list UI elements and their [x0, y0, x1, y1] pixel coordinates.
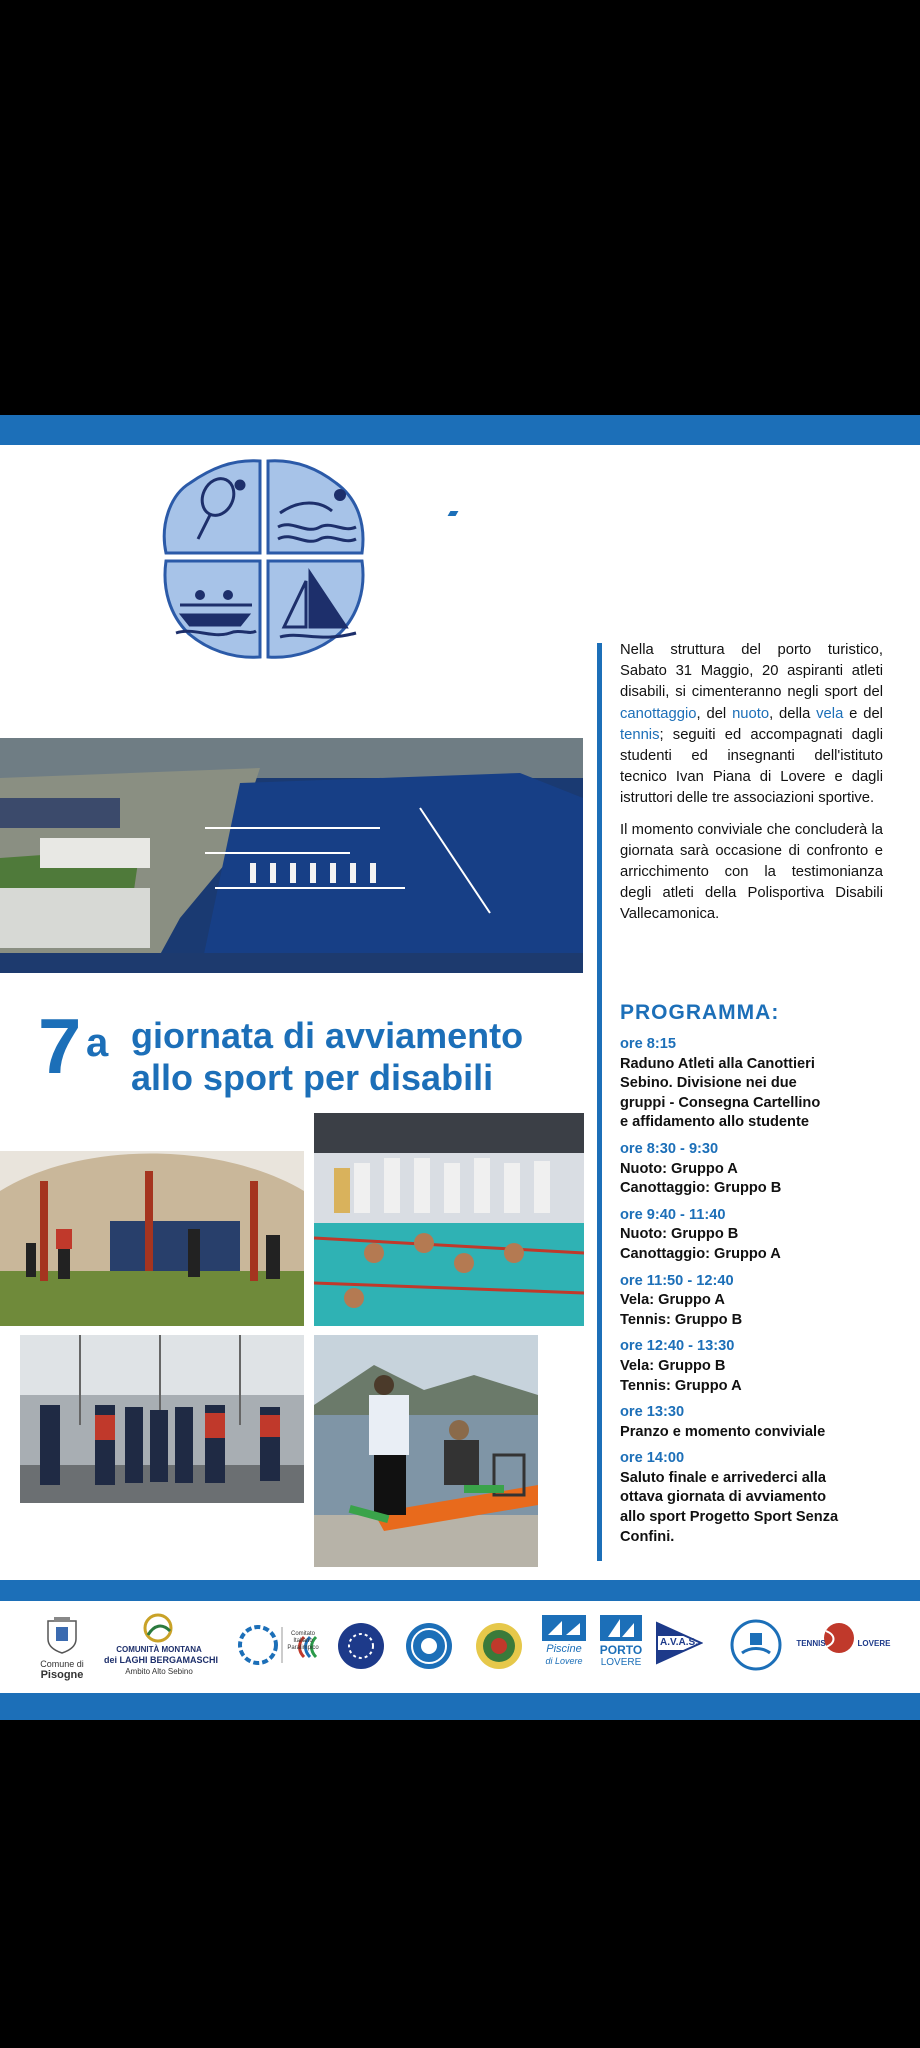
- comunita-line-1: COMUNITÀ MONTANA: [116, 1645, 202, 1654]
- porto-lovere-icon: [600, 1615, 642, 1641]
- program-desc: Pranzo e momento conviviale: [620, 1423, 826, 1440]
- harbor-aerial-photo: [0, 738, 583, 973]
- top-blue-band: [0, 415, 920, 445]
- pisogne-caption: Comune di: [40, 1659, 84, 1669]
- program-time: ore 8:15: [620, 1036, 676, 1052]
- sailing-group-photo: [20, 1335, 304, 1503]
- program-desc: Nuoto: Gruppo B Canottaggio: Gruppo A: [620, 1226, 781, 1262]
- program-item: [620, 1337, 890, 1396]
- tennis-line-2: LOVERE: [857, 1639, 891, 1648]
- decorative-mark: [448, 511, 459, 516]
- text-run: e del: [843, 705, 883, 722]
- piscine-line-1: Piscine: [546, 1643, 582, 1655]
- title-line-2: allo sport per disabili: [131, 1057, 494, 1098]
- porto-line-1: PORTO: [599, 1643, 643, 1657]
- program-time: ore 13:30: [620, 1404, 685, 1421]
- program-item: [620, 1206, 890, 1265]
- program-desc: Raduno Atleti alla Canottieri Sebino. Divisione nei due gruppi - Consegna Cartellino e affidamento allo studente: [620, 1055, 821, 1131]
- program-item: [620, 1272, 890, 1331]
- edition-number: 7: [38, 1002, 82, 1090]
- event-description: [620, 640, 883, 936]
- program-desc: Vela: Gruppo B Tennis: Gruppo A: [620, 1357, 742, 1394]
- description-paragraph-2: Il momento conviviale che concluderà la giornata sarà occasione di confronto e arricchimento con la testimonianza degli atleti della Polisportiva Disabili Vallecamonica.: [620, 821, 883, 923]
- program-time: ore 9:40 - 11:40: [620, 1206, 726, 1223]
- title-line-1: giornata di avviamento: [131, 1015, 524, 1056]
- highlight-tennis: tennis: [620, 726, 660, 743]
- round-badge-4-icon: [730, 1619, 782, 1671]
- event-title: [38, 1002, 578, 1117]
- sponsor-logos: [0, 1601, 920, 1693]
- pisogne-name: Pisogne: [40, 1669, 84, 1681]
- comunita-line-3: Ambito Alto Sebino: [125, 1667, 193, 1676]
- text-run: ; seguiti ed accompagnati dagli studenti ed insegnanti dell'istituto tecnico Ivan Piana di Lovere e dagli istruttori delle tre associazioni sportive.: [620, 726, 883, 807]
- program-list: [620, 1035, 890, 1554]
- program-item: [620, 1403, 890, 1442]
- tennis-line-1: TENNIS: [796, 1639, 826, 1648]
- round-badge-1-icon: [336, 1621, 386, 1671]
- sports-clover-logo: [160, 455, 368, 663]
- program-time: ore 11:50 - 12:40: [620, 1272, 734, 1289]
- text-run: Nella struttura del porto turistico, Sabato 31 Maggio, 20 aspiranti atleti disabili, si cimenteranno negli sport del: [620, 642, 883, 701]
- porto-line-2: LOVERE: [600, 1657, 642, 1668]
- tennis-court-photo: [0, 1151, 304, 1326]
- edition-suffix: a: [86, 1021, 109, 1065]
- program-time: ore 8:30 - 9:30: [620, 1140, 719, 1157]
- piscine-line-2: di Lovere: [545, 1656, 583, 1666]
- program-heading: PROGRAMMA:: [620, 1001, 780, 1024]
- comunita-line-2: dei LAGHI BERGAMASCHI: [104, 1655, 219, 1665]
- text-run: , del: [696, 705, 733, 722]
- program-desc: Nuoto: Gruppo A Canottaggio: Gruppo B: [620, 1160, 782, 1197]
- tennis-ball-icon: [822, 1621, 856, 1655]
- swimming-pool-photo: [314, 1113, 584, 1326]
- bottom-blue-band: [0, 1693, 920, 1720]
- round-badge-3-icon: [474, 1621, 524, 1671]
- round-badge-2-icon: [404, 1621, 454, 1671]
- comunita-montana-icon: [140, 1611, 176, 1645]
- piscine-lovere-icon: [542, 1615, 586, 1641]
- program-time: ore 12:40 - 13:30: [620, 1338, 735, 1355]
- program-desc: Saluto finale e arrivederci alla ottava giornata di avviamento allo sport Progetto Sport Senza Confini.: [620, 1469, 839, 1545]
- description-paragraph-1: [620, 640, 883, 810]
- vertical-blue-rule: [597, 643, 602, 1561]
- highlight-canottaggio: canottaggio: [620, 705, 697, 722]
- program-item: [620, 1035, 890, 1133]
- highlight-vela: vela: [816, 705, 844, 722]
- program-item: [620, 1449, 890, 1547]
- highlight-nuoto: nuoto: [732, 705, 770, 722]
- program-desc: Vela: Gruppo A Tennis: Gruppo B: [620, 1292, 743, 1328]
- kayak-photo: [314, 1335, 538, 1567]
- middle-blue-band: [0, 1580, 920, 1601]
- pisogne-crest-icon: [40, 1615, 84, 1655]
- event-poster: [0, 415, 920, 1720]
- text-run: , della: [769, 705, 817, 722]
- program-item: [620, 1140, 890, 1199]
- program-time: ore 14:00: [620, 1450, 685, 1467]
- avas-label: A.V.A.S.: [660, 1637, 698, 1648]
- cip-name: Comitato Italiano Paralimpico: [287, 1631, 319, 1651]
